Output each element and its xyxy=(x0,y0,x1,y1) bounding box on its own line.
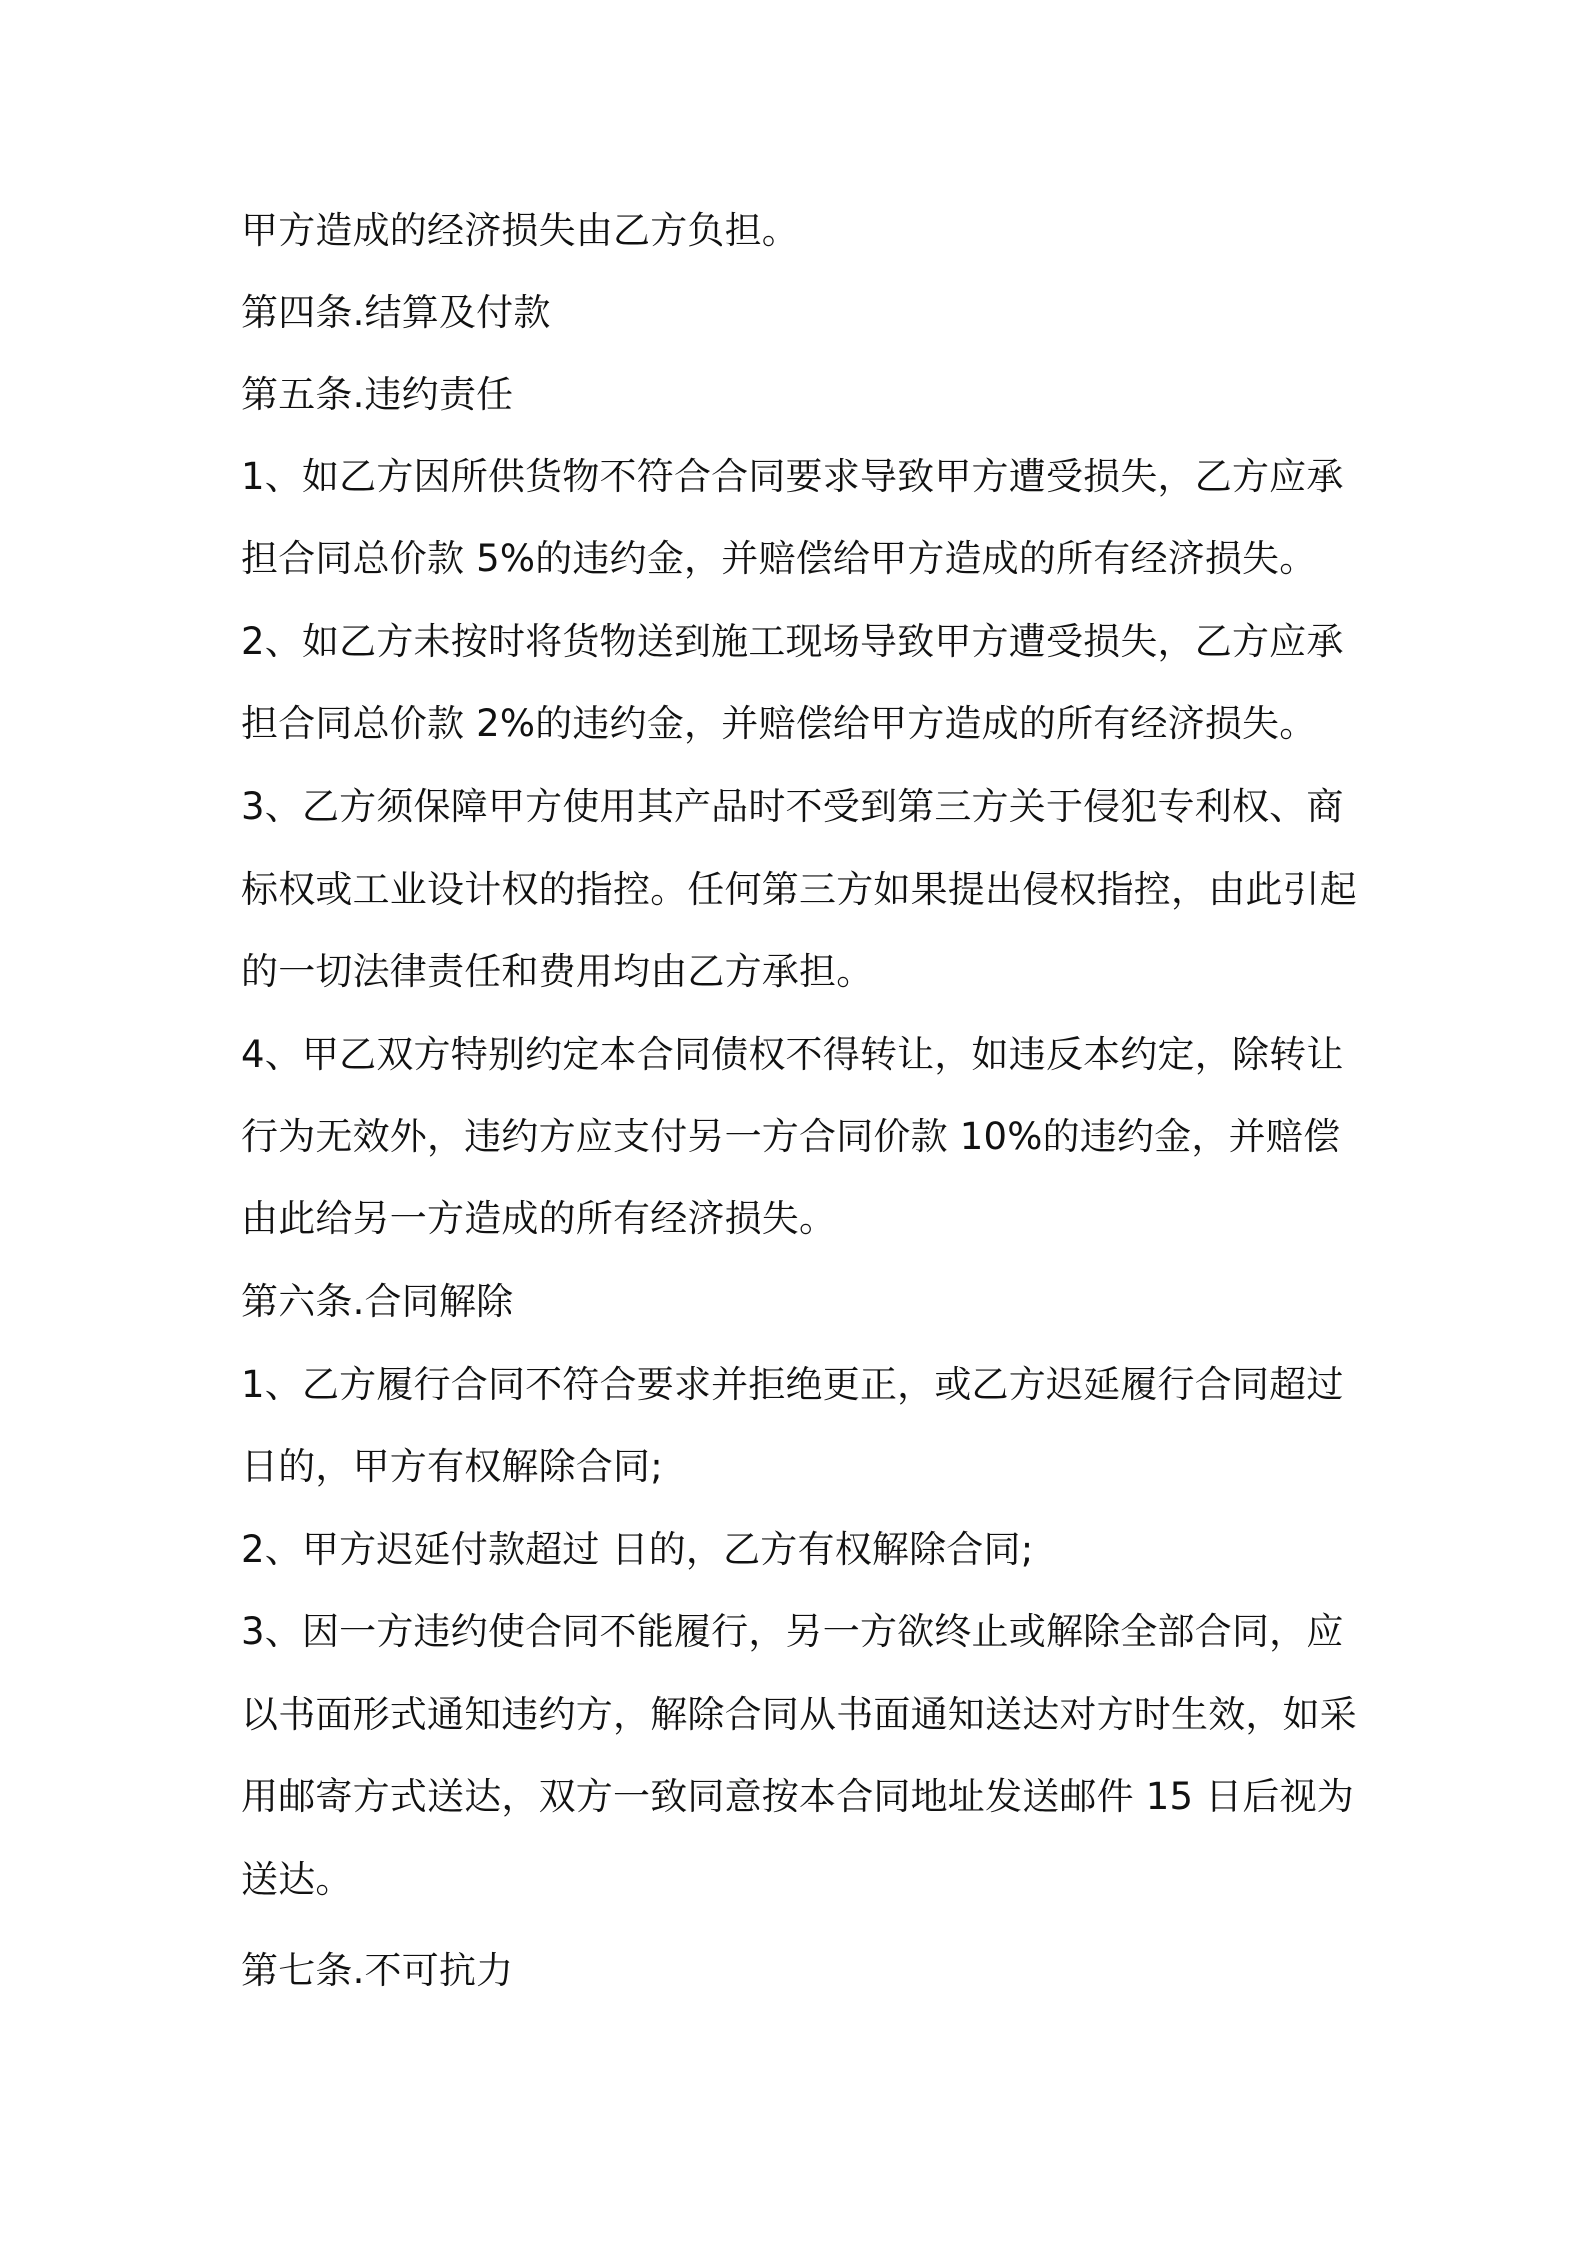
text-line: 甲方造成的经济损失由乙方负担。 xyxy=(241,209,799,252)
text-line: 日的，甲方有权解除合同; xyxy=(241,1445,663,1488)
text-line: 3、因一方违约使合同不能履行，另一方欲终止或解除全部合同，应 xyxy=(241,1610,1344,1653)
text-line: 的一切法律责任和费用均由乙方承担。 xyxy=(241,950,874,993)
article-heading: 第六条.合同解除 xyxy=(241,1280,514,1323)
article-heading: 第四条.结算及付款 xyxy=(241,291,551,334)
text-line: 行为无效外，违约方应支付另一方合同价款 10%的违约金，并赔偿 xyxy=(241,1115,1341,1158)
text-line: 用邮寄方式送达，双方一致同意按本合同地址发送邮件 15 日后视为 xyxy=(241,1775,1355,1818)
text-line: 1、乙方履行合同不符合要求并拒绝更正，或乙方迟延履行合同超过 xyxy=(241,1363,1344,1406)
article-heading: 第五条.违约责任 xyxy=(241,373,514,416)
text-line: 2、甲方迟延付款超过 日的，乙方有权解除合同; xyxy=(241,1528,1034,1571)
text-line: 1、如乙方因所供货物不符合合同要求导致甲方遭受损失，乙方应承 xyxy=(241,455,1344,498)
text-line: 送达。 xyxy=(241,1858,353,1901)
text-line: 2、如乙方未按时将货物送到施工现场导致甲方遭受损失，乙方应承 xyxy=(241,620,1344,663)
text-line: 4、甲乙双方特别约定本合同债权不得转让，如违反本约定，除转让 xyxy=(241,1033,1344,1076)
article-heading: 第七条.不可抗力 xyxy=(241,1949,514,1992)
text-line: 担合同总价款 2%的违约金，并赔偿给甲方造成的所有经济损失。 xyxy=(241,702,1317,745)
text-line: 担合同总价款 5%的违约金，并赔偿给甲方造成的所有经济损失。 xyxy=(241,537,1317,580)
text-line: 3、乙方须保障甲方使用其产品时不受到第三方关于侵犯专利权、商 xyxy=(241,785,1344,828)
text-line: 标权或工业设计权的指控。任何第三方如果提出侵权指控，由此引起 xyxy=(241,868,1357,911)
text-line: 以书面形式通知违约方，解除合同从书面通知送达对方时生效，如采 xyxy=(241,1693,1357,1736)
text-line: 由此给另一方造成的所有经济损失。 xyxy=(241,1197,837,1240)
